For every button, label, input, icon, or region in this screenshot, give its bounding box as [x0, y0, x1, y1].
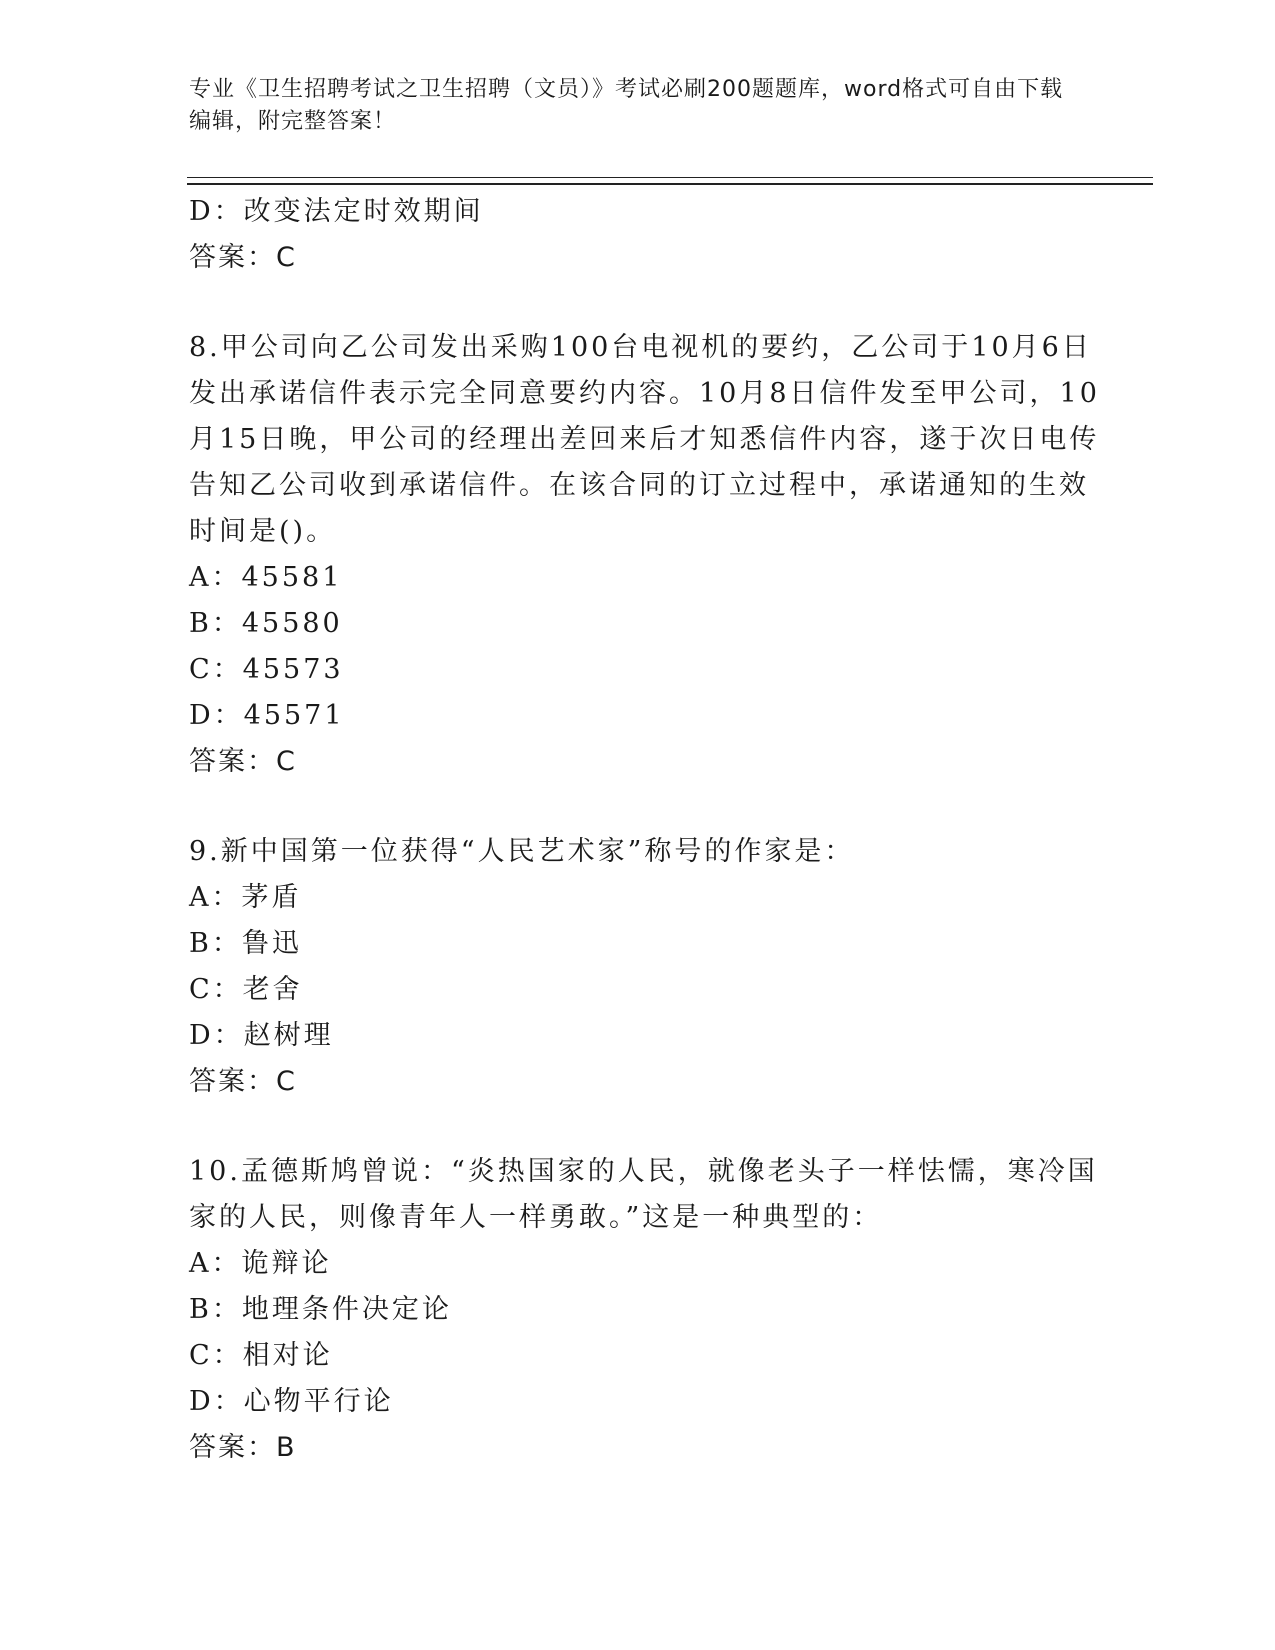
- question-content: [189, 189, 1100, 1471]
- option-d: D：45571: [189, 700, 345, 731]
- question-stem-line: 家的人民，则像青年人一样勇敢。”这是一种典型的：: [189, 1202, 883, 1233]
- header-divider: [187, 177, 1153, 185]
- answer: 答案：C: [189, 746, 297, 777]
- option-b: B：鲁迅: [189, 928, 302, 959]
- option-d: D：心物平行论: [189, 1386, 394, 1417]
- document-header: 专业《卫生招聘考试之卫生招聘（文员）》考试必刷200题题库，word格式可自由下载编辑，附完整答案！: [189, 77, 1064, 134]
- option-c: C：相对论: [189, 1340, 333, 1371]
- option-a: A：45581: [189, 562, 343, 593]
- answer: 答案：B: [189, 1432, 297, 1463]
- option-b: B：地理条件决定论: [189, 1294, 452, 1325]
- question-stem-line: 9.新中国第一位获得“人民艺术家”称号的作家是：: [189, 836, 855, 867]
- option-a: A：茅盾: [189, 882, 302, 913]
- question-stem-line: 时间是()。: [189, 516, 337, 547]
- prev-answer: 答案：C: [189, 242, 297, 273]
- question-stem-line: 月15日晚，甲公司的经理出差回来后才知悉信件内容，遂于次日电传: [189, 424, 1100, 455]
- option-b: B：45580: [189, 608, 343, 639]
- option-a: A：诡辩论: [189, 1248, 332, 1279]
- question-8: [189, 325, 1100, 785]
- question-10: [189, 1149, 1098, 1471]
- prev-option-d: D：改变法定时效期间: [189, 196, 484, 227]
- question-stem-line: 发出承诺信件表示完全同意要约内容。10月8日信件发至甲公司，10: [189, 378, 1100, 409]
- option-c: C：老舍: [189, 974, 303, 1005]
- option-d: D：赵树理: [189, 1020, 334, 1051]
- question-stem-line: 告知乙公司收到承诺信件。在该合同的订立过程中，承诺通知的生效: [189, 470, 1089, 501]
- question-stem-line: 8.甲公司向乙公司发出采购100台电视机的要约，乙公司于10月6日: [189, 332, 1092, 363]
- option-c: C：45573: [189, 654, 344, 685]
- question-stem-line: 10.孟德斯鸠曾说：“炎热国家的人民，就像老头子一样怯懦，寒冷国: [189, 1156, 1098, 1187]
- question-9: [189, 829, 1089, 1105]
- answer: 答案：C: [189, 1066, 297, 1097]
